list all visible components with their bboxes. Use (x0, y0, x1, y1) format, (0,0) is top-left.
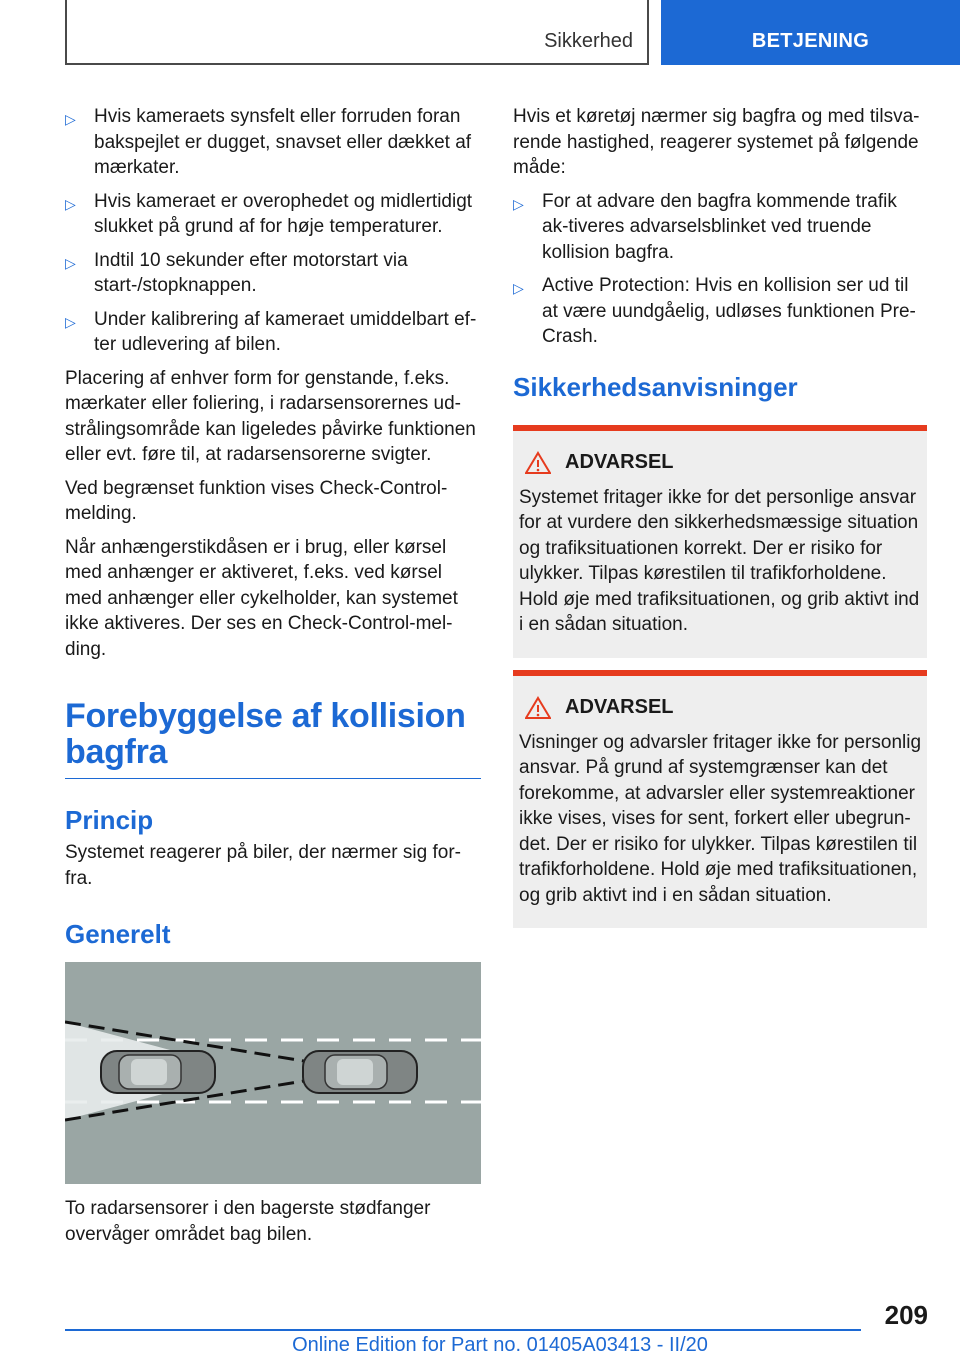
paragraph-princip: Systemet reagerer på biler, der nærmer sig for-fra. (65, 842, 461, 889)
header-chapter-title: BETJENING (751, 30, 870, 52)
triangle-bullet-icon: ▷ (65, 195, 76, 212)
paragraph-placement: Placering af enhver form for genstande, f.eks. mærkater eller foliering, i radarsensorernes ud-strålingsområde kan ligeledes påvirke funktionen eller evt. føre til, at radarsensorerne svigter. (65, 367, 476, 465)
list-item: ▷ Hvis kameraet er overophedet og midlertidigt slukket på grund af for høje temperaturer. (65, 190, 473, 237)
page-number: 209 (884, 1300, 928, 1330)
list-item: ▷ For at advare den bagfra kommende trafik ak-tiveres advarselsblinket ved truende kollision bagfra. (513, 190, 897, 263)
header-section-box (65, 0, 649, 65)
warning-box-1 (513, 425, 927, 658)
list-item: ▷ Hvis kameraets synsfelt eller forruden foran bakspejlet er dugget, snavset eller dækket af mærkater. (65, 106, 472, 178)
radar-illustration (65, 962, 481, 1184)
heading-princip: Princip (65, 805, 154, 835)
warning-header (519, 696, 921, 720)
triangle-bullet-icon: ▷ (513, 195, 524, 212)
warning-title: ADVARSEL (565, 451, 674, 473)
triangle-bullet-icon: ▷ (65, 313, 76, 330)
warning-triangle-icon (525, 696, 551, 720)
figure-caption: To radarsensorer i den bagerste stødfanger overvåger området bag bilen. (65, 1198, 431, 1245)
right-column (513, 104, 927, 940)
triangle-bullet-icon: ▷ (65, 111, 76, 127)
footer-divider (65, 1329, 861, 1331)
warning-text: Systemet fritager ikke for det personlige ansvar for at vurdere den sikkerhedsmæssige situation og trafiksituationen korrekt. Der er risiko for ulykker. Tilpas kørestilen til trafikforholdene. Hold øje med trafiksituationen, og grib aktivt ind i en sådan situation. (519, 486, 920, 635)
chapter-title: Forebyggelse af kollision bagfra (65, 698, 481, 779)
limitations-list (65, 104, 481, 358)
header-section-title: Sikkerhed (544, 30, 633, 52)
triangle-bullet-icon: ▷ (65, 254, 76, 271)
radar-diagram-svg (65, 962, 481, 1184)
footer-edition: Online Edition for Part no. 01405A03413 - II/20 (292, 1334, 708, 1356)
heading-generelt: Generelt (65, 919, 171, 949)
paragraph-trailer: Når anhængerstikdåsen er i brug, eller kørsel med anhænger er aktiveret, f.eks. ved kørsel med anhænger eller cykelholder, kan systemet ikke aktiveres. Der ses en Check-Control-mel-ding. (65, 536, 458, 660)
warning-title: ADVARSEL (565, 696, 674, 718)
paragraph-intro: Hvis et køretøj nærmer sig bagfra og med tilsva-rende hastighed, reagerer systemet på følgende måde: (513, 106, 920, 178)
triangle-bullet-icon: ▷ (513, 280, 524, 296)
list-item: ▷ Under kalibrering af kameraet umiddelbart ef-ter udlevering af bilen. (65, 308, 477, 355)
list-item: ▷ Active Protection: Hvis en kollision ser ud til at være uundgåelig, udløses funktionen Pre-Crash. (513, 275, 916, 347)
warning-text: Visninger og advarsler fritager ikke for personlig ansvar. På grund af systemgrænser kan det forekomme, at advarsler eller systemreaktioner ikke vises, vises for sent, forkert eller ubegrun-det. Der er risiko for ulykker. Tilpas kørestilen til trafikforholdene. Hold øje med trafiksituationen, og grib aktivt ind i en sådan situation. (519, 731, 922, 906)
heading-safety: Sikkerhedsanvisninger (513, 371, 798, 402)
header-chapter-tab (661, 0, 960, 65)
front-car-icon (303, 1051, 417, 1093)
left-column (65, 104, 481, 1255)
paragraph-check-control: Ved begrænset funktion vises Check-Control-melding. (65, 477, 448, 524)
reaction-list (513, 189, 927, 350)
list-item: ▷ Indtil 10 sekunder efter motorstart via start-/stopknappen. (65, 249, 408, 296)
warning-header (519, 451, 921, 475)
rear-car-icon (101, 1051, 215, 1093)
warning-triangle-icon (525, 451, 551, 475)
warning-box-2 (513, 670, 927, 929)
